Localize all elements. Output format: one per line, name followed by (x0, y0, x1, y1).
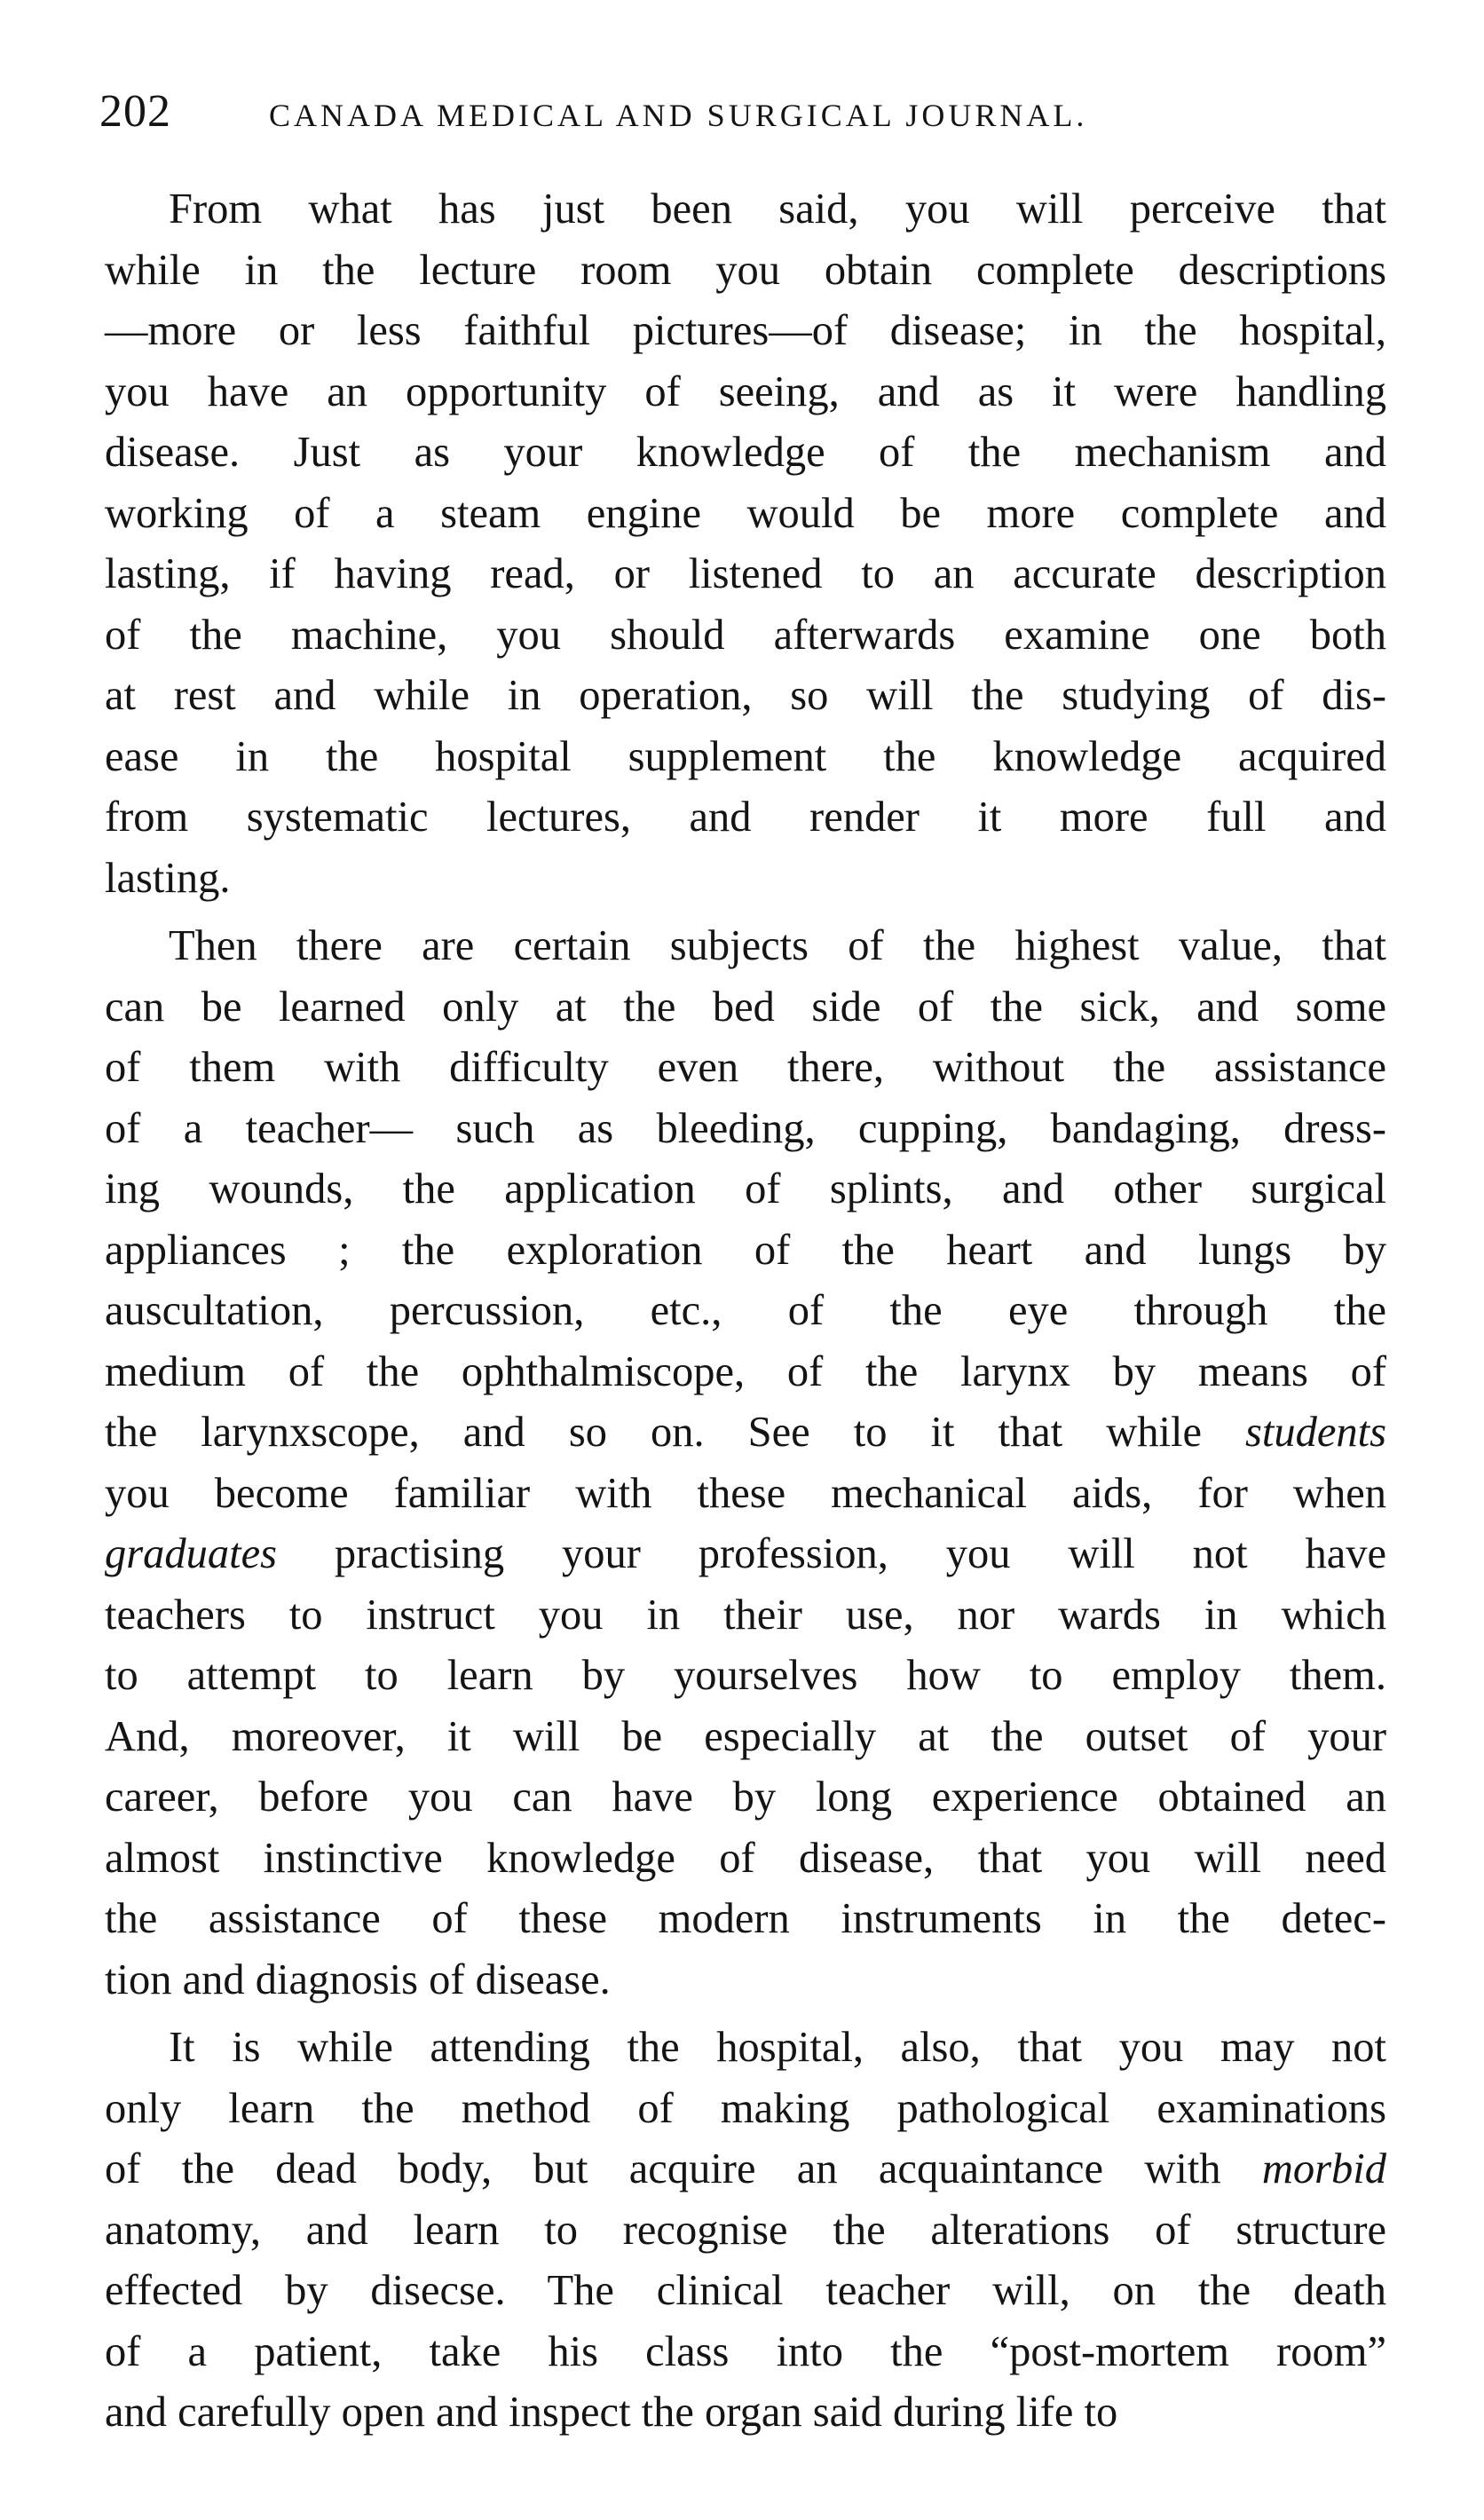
body-text (105, 179, 1386, 2444)
text-line: only learn the method of making pathological examinations (105, 2084, 1386, 2132)
text-line: It is while attending the hospital, also, that you may not (169, 2024, 1386, 2071)
text-line: anatomy, and learn to recognise the alterations of structure (105, 2206, 1386, 2254)
text-line: And, moreover, it will be especially at the outset of your (105, 1712, 1386, 1760)
text-line: medium of the ophthalmiscope, of the larynx by means of (105, 1347, 1386, 1395)
text-line: and carefully open and inspect the organ said during life to (105, 2389, 1118, 2436)
text-line: of them with difficulty even there, without the assistance (105, 1044, 1386, 1091)
italic-word: graduates (105, 1530, 277, 1577)
text-line: career, before you can have by long experience obtained an (105, 1773, 1386, 1821)
paragraph (105, 179, 1386, 909)
text-line: you become familiar with these mechanical aids, for when (105, 1469, 1386, 1517)
text-line: of a patient, take his class into the “post-mortem room” (105, 2327, 1386, 2375)
paragraph (105, 2018, 1386, 2444)
text-line: from systematic lectures, and render it more full and (105, 794, 1386, 841)
text-line: ease in the hospital supplement the knowledge acquired (105, 732, 1386, 780)
italic-word: students (1245, 1409, 1386, 1456)
running-head (99, 85, 1401, 142)
text-line: appliances ; the exploration of the heart and lungs by (105, 1226, 1386, 1274)
text-line: can be learned only at the bed side of the sick, and some (105, 983, 1386, 1031)
text-line: Then there are certain subjects of the highest value, that (169, 922, 1386, 969)
page-number: 202 (99, 86, 171, 137)
text-line: of the dead body, but acquire an acquaintance with morbid (105, 2145, 1386, 2192)
text-line: while in the lecture room you obtain complete descriptions (105, 246, 1386, 294)
text-line: of the machine, you should afterwards examine one both (105, 611, 1386, 659)
journal-title: CANADA MEDICAL AND SURGICAL JOURNAL. (269, 98, 1088, 133)
text-line: at rest and while in operation, so will the studying of dis- (105, 672, 1386, 719)
text-line: effected by disecse. The clinical teacher will, on the death (105, 2267, 1386, 2314)
text-line: disease. Just as your knowledge of the mechanism and (105, 429, 1386, 476)
text-line: ing wounds, the application of splints, and other surgical (105, 1165, 1386, 1213)
text-line: auscultation, percussion, etc., of the eye through the (105, 1287, 1386, 1334)
text-line: to attempt to learn by yourselves how to employ them. (105, 1652, 1386, 1699)
text-line: lasting, if having read, or listened to an accurate description (105, 550, 1386, 597)
text-line: tion and diagnosis of disease. (105, 1955, 611, 2003)
text-line: the larynxscope, and so on. See to it that while students (105, 1409, 1386, 1456)
text-line: teachers to instruct you in their use, nor wards in which (105, 1591, 1386, 1639)
text-line: graduates practising your profession, you will not have (105, 1530, 1386, 1577)
paragraph (105, 916, 1386, 2010)
italic-word: morbid (1261, 2145, 1386, 2192)
text-line: of a teacher— such as bleeding, cupping, bandaging, dress- (105, 1104, 1386, 1152)
text-line: you have an opportunity of seeing, and as it were handling (105, 367, 1386, 415)
text-line: the assistance of these modern instruments in the detec- (105, 1895, 1386, 1942)
text-line: working of a steam engine would be more complete and (105, 489, 1386, 537)
text-line: lasting. (105, 854, 231, 902)
text-line: —more or less faithful pictures—of disease; in the hospital, (105, 307, 1386, 354)
text-line: almost instinctive knowledge of disease, that you will need (105, 1834, 1386, 1882)
text-line: From what has just been said, you will perceive that (169, 186, 1386, 233)
